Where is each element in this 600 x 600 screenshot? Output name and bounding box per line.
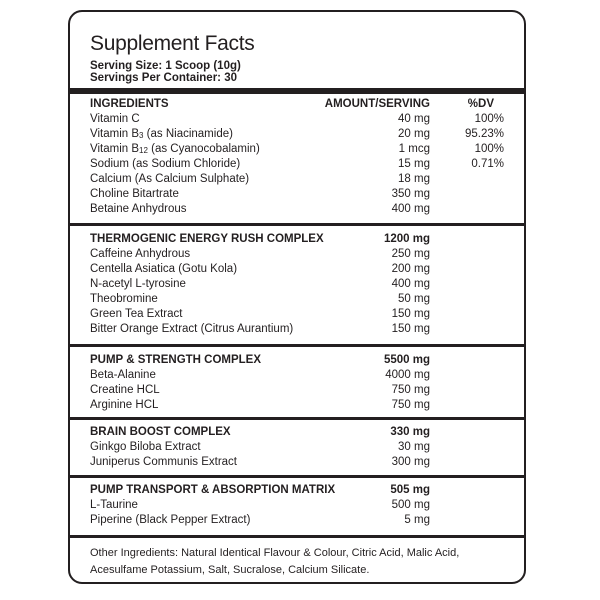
ingredient-row (90, 247, 504, 262)
ingredient-name: Theobromine (90, 293, 158, 305)
ingredient-row (90, 307, 504, 322)
ingredient-amount: 500 mg (391, 499, 430, 511)
vitamin-row (90, 157, 504, 172)
subscript: 12 (139, 146, 148, 155)
section-name: THERMOGENIC ENERGY RUSH COMPLEX (90, 233, 324, 245)
vitamin-row (90, 127, 504, 142)
supplement-facts-panel (68, 10, 526, 584)
section-rule (70, 223, 524, 226)
other-ingredients-line: Acesulfame Potassium, Salt, Sucralose, Calcium Silicate. (90, 564, 370, 576)
ingredient-amount: 750 mg (391, 384, 430, 396)
ingredient-amount: 15 mg (398, 158, 430, 170)
thermogenic-header (90, 232, 504, 247)
amount-header: AMOUNT/SERVING (324, 98, 430, 110)
ingredient-amount: 1 mcg (398, 143, 430, 155)
ingredient-amount: 400 mg (391, 278, 430, 290)
ingredient-name: Betaine Anhydrous (90, 203, 187, 215)
ingredient-dv: 100% (474, 113, 504, 125)
ingredient-name: Green Tea Extract (90, 308, 183, 320)
section-name: BRAIN BOOST COMPLEX (90, 426, 231, 438)
subscript: 3 (139, 131, 144, 140)
section-name: PUMP TRANSPORT & ABSORPTION MATRIX (90, 484, 336, 496)
ingredient-amount: 250 mg (391, 248, 430, 260)
ingredient-amount: 20 mg (398, 128, 430, 140)
ingredient-name: Bitter Orange Extract (Citrus Aurantium) (90, 323, 294, 335)
ingredient-row (90, 292, 504, 307)
ingredient-name: N-acetyl L-tyrosine (90, 278, 186, 290)
ingredient-amount: 300 mg (391, 456, 430, 468)
section-name: PUMP & STRENGTH COMPLEX (90, 354, 262, 366)
ingredient-row (90, 262, 504, 277)
ingredient-row (90, 383, 504, 398)
ingredient-amount: 750 mg (391, 399, 430, 411)
vitamin-row (90, 112, 504, 127)
ingredient-dv: 0.71% (471, 158, 504, 170)
pump-header (90, 353, 504, 368)
ingredient-name: Centella Asiatica (Gotu Kola) (90, 263, 238, 275)
ingredient-row (90, 277, 504, 292)
ingredient-row (90, 513, 504, 528)
ingredient-amount: 50 mg (398, 293, 430, 305)
panel-title: Supplement Facts (90, 32, 255, 55)
ingredient-amount: 200 mg (391, 263, 430, 275)
section-rule (70, 417, 524, 420)
ingredient-amount: 4000 mg (385, 369, 430, 381)
servings-per-container: Servings Per Container: 30 (90, 72, 237, 84)
section-rule (70, 475, 524, 478)
ingredient-row (90, 498, 504, 513)
ingredient-dv: 95.23% (464, 128, 504, 140)
section-rule (70, 344, 524, 347)
ingredient-name: Caffeine Anhydrous (90, 248, 191, 260)
ingredients-header: INGREDIENTS (90, 98, 169, 110)
header-row (90, 97, 504, 112)
ingredient-name: Ginkgo Biloba Extract (90, 441, 201, 453)
ingredient-amount: 5 mg (404, 514, 430, 526)
ingredient-name: Creatine HCL (90, 384, 160, 396)
vitamin-row (90, 187, 504, 202)
ingredient-row (90, 322, 504, 337)
transport-header (90, 483, 504, 498)
vitamin-row (90, 142, 504, 157)
vitamin-row (90, 172, 504, 187)
ingredient-amount: 40 mg (398, 113, 430, 125)
ingredient-amount: 150 mg (391, 323, 430, 335)
ingredient-amount: 30 mg (398, 441, 430, 453)
ingredient-name: Sodium (as Sodium Chloride) (90, 158, 241, 170)
ingredient-amount: 350 mg (391, 188, 430, 200)
ingredient-name: Juniperus Communis Extract (90, 456, 237, 468)
ingredient-name: Calcium (As Calcium Sulphate) (90, 173, 250, 185)
ingredient-name: Arginine HCL (90, 399, 159, 411)
section-amount: 505 mg (390, 484, 430, 496)
ingredient-row (90, 368, 504, 383)
ingredient-name: L-Taurine (90, 499, 138, 511)
ingredient-amount: 18 mg (398, 173, 430, 185)
ingredient-name: Choline Bitartrate (90, 188, 179, 200)
section-rule (70, 535, 524, 538)
section-amount: 1200 mg (383, 233, 430, 245)
serving-size: Serving Size: 1 Scoop (10g) (90, 60, 241, 72)
ingredient-row (90, 455, 504, 470)
section-amount: 330 mg (390, 426, 430, 438)
dv-header: %DV (467, 98, 494, 110)
ingredient-row (90, 440, 504, 455)
ingredient-amount: 400 mg (391, 203, 430, 215)
ingredient-dv: 100% (474, 143, 504, 155)
ingredient-name: Vitamin C (90, 113, 140, 125)
ingredient-name: Vitamin B3 (as Niacinamide) (90, 128, 233, 140)
thick-rule (70, 88, 524, 94)
other-ingredients-line: Other Ingredients: Natural Identical Flavour & Colour, Citric Acid, Malic Acid, (90, 547, 460, 559)
ingredient-amount: 150 mg (391, 308, 430, 320)
ingredient-name: Vitamin B12 (as Cyanocobalamin) (90, 143, 260, 155)
ingredient-name: Beta-Alanine (90, 369, 156, 381)
brain-header (90, 425, 504, 440)
ingredient-row (90, 398, 504, 413)
vitamin-row (90, 202, 504, 217)
ingredient-name: Piperine (Black Pepper Extract) (90, 514, 251, 526)
section-amount: 5500 mg (383, 354, 430, 366)
